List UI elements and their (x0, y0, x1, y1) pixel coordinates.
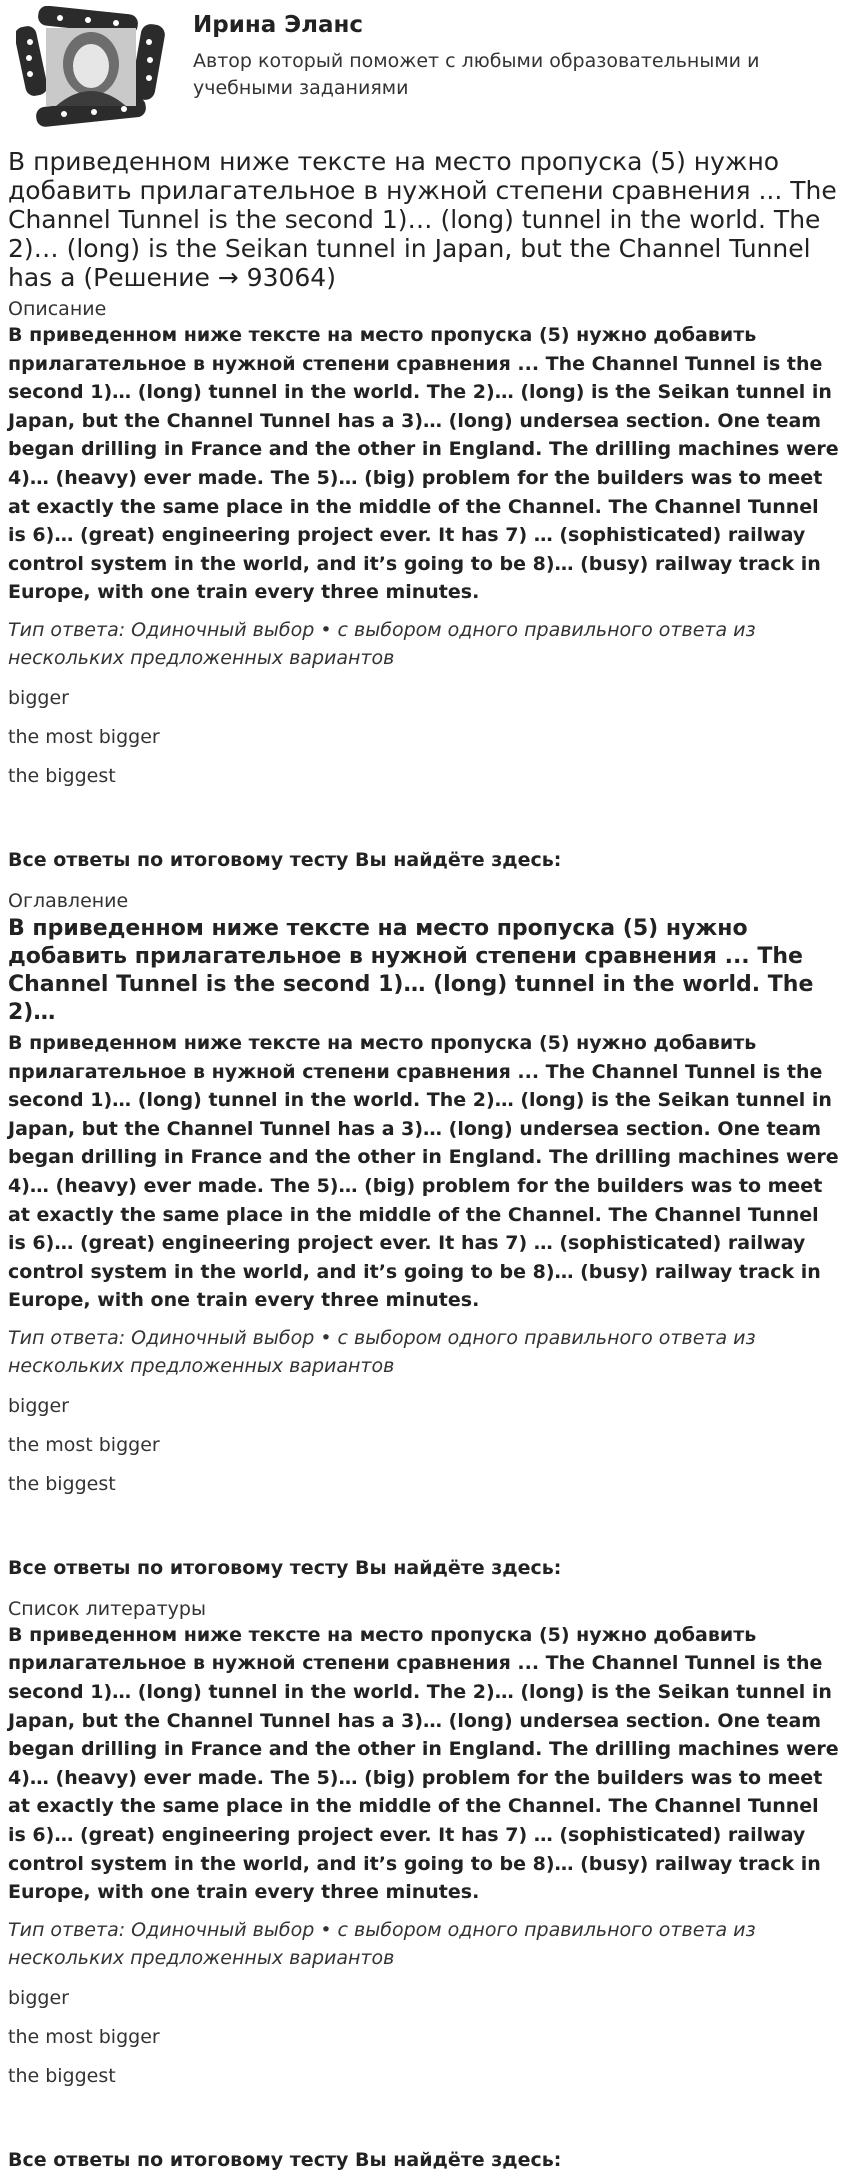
toc-heading: В приведенном ниже тексте на место пропуска (5) нужно добавить прилагательное в нужной степени сравнения ... The Channel Tunnel is the second 1)… (long) tunnel in the world. The 2)… (8, 915, 814, 1025)
author-description: Автор который поможет с любыми образовательными и учебными заданиями (193, 50, 760, 99)
answer-option[interactable]: bigger (8, 1986, 69, 2009)
all-answers-link[interactable]: Все ответы по итоговому тесту Вы найдёте здесь: (8, 848, 562, 871)
author-name[interactable]: Ирина Эланс (193, 12, 364, 38)
section-label-description: Описание (8, 298, 107, 320)
answer-option[interactable]: the biggest (8, 764, 116, 787)
task-text: В приведенном ниже тексте на место пропуска (5) нужно добавить прилагательное в нужной степени сравнения ... The Channel Tunnel is the second 1)… (long) tunnel in the world. The 2)… (long) is the Seikan tunnel in Japan, but the Channel Tunnel has a 3)… (long) undersea section. One team began drilling in France and the other in England. The drilling machines were 4)… (heavy) ever made. The 5)… (big) problem for the builders was to meet at exactly the same place in the middle of the Channel. The Channel Tunnel is 6)… (great) engineering project ever. It has 7) … (sophisticated) railway control system in the world, and it’s going to be 8)… (busy) railway track in Europe, with one train every three minutes. (8, 1031, 839, 1312)
task-text: В приведенном ниже тексте на место пропуска (5) нужно добавить прилагательное в нужной степени сравнения ... The Channel Tunnel is the second 1)… (long) tunnel in the world. The 2)… (long) is the Seikan tunnel in Japan, but the Channel Tunnel has a 3)… (long) undersea section. One team began drilling in France and the other in England. The drilling machines were 4)… (heavy) ever made. The 5)… (big) problem for the builders was to meet at exactly the same place in the middle of the Channel. The Channel Tunnel is 6)… (great) engineering project ever. It has 7) … (sophisticated) railway control system in the world, and it’s going to be 8)… (busy) railway track in Europe, with one train every three minutes. (8, 1623, 839, 1904)
author-avatar (16, 6, 166, 128)
answer-type: Тип ответа: Одиночный выбор • с выбором одного правильного ответа из нескольких предложенных вариантов (8, 1326, 756, 1378)
answer-option[interactable]: the biggest (8, 2064, 116, 2087)
page-title: В приведенном ниже тексте на место пропуска (5) нужно добавить прилагательное в нужной степени сравнения ... The Channel Tunnel is the second 1)… (long) tunnel in the world. The 2)… (long) is the Seikan tunnel in Japan, but the Channel Tunnel has a (Решение → 93064) (8, 147, 837, 292)
answer-option[interactable]: the most bigger (8, 725, 160, 748)
answer-option[interactable]: the biggest (8, 1472, 116, 1495)
answer-option[interactable]: bigger (8, 1394, 69, 1417)
answer-option[interactable]: the most bigger (8, 1433, 160, 1456)
author-card (8, 0, 839, 130)
all-answers-link[interactable]: Все ответы по итоговому тесту Вы найдёте здесь: (8, 2148, 562, 2171)
section-label-toc: Оглавление (8, 889, 129, 912)
answer-option[interactable]: the most bigger (8, 2025, 160, 2048)
answer-option[interactable]: bigger (8, 686, 69, 709)
section-label-literature: Список литературы (8, 1597, 206, 1620)
all-answers-link[interactable]: Все ответы по итоговому тесту Вы найдёте здесь: (8, 1556, 562, 1579)
answer-type: Тип ответа: Одиночный выбор • с выбором одного правильного ответа из нескольких предложенных вариантов (8, 1918, 756, 1970)
task-text: В приведенном ниже тексте на место пропуска (5) нужно добавить прилагательное в нужной степени сравнения ... The Channel Tunnel is the second 1)… (long) tunnel in the world. The 2)… (long) is the Seikan tunnel in Japan, but the Channel Tunnel has a 3)… (long) undersea section. One team began drilling in France and the other in England. The drilling machines were 4)… (heavy) ever made. The 5)… (big) problem for the builders was to meet at exactly the same place in the middle of the Channel. The Channel Tunnel is 6)… (great) engineering project ever. It has 7) … (sophisticated) railway control system in the world, and it’s going to be 8)… (busy) railway track in Europe, with one train every three minutes. (8, 324, 839, 604)
answer-type: Тип ответа: Одиночный выбор • с выбором одного правильного ответа из нескольких предложенных вариантов (8, 618, 756, 670)
